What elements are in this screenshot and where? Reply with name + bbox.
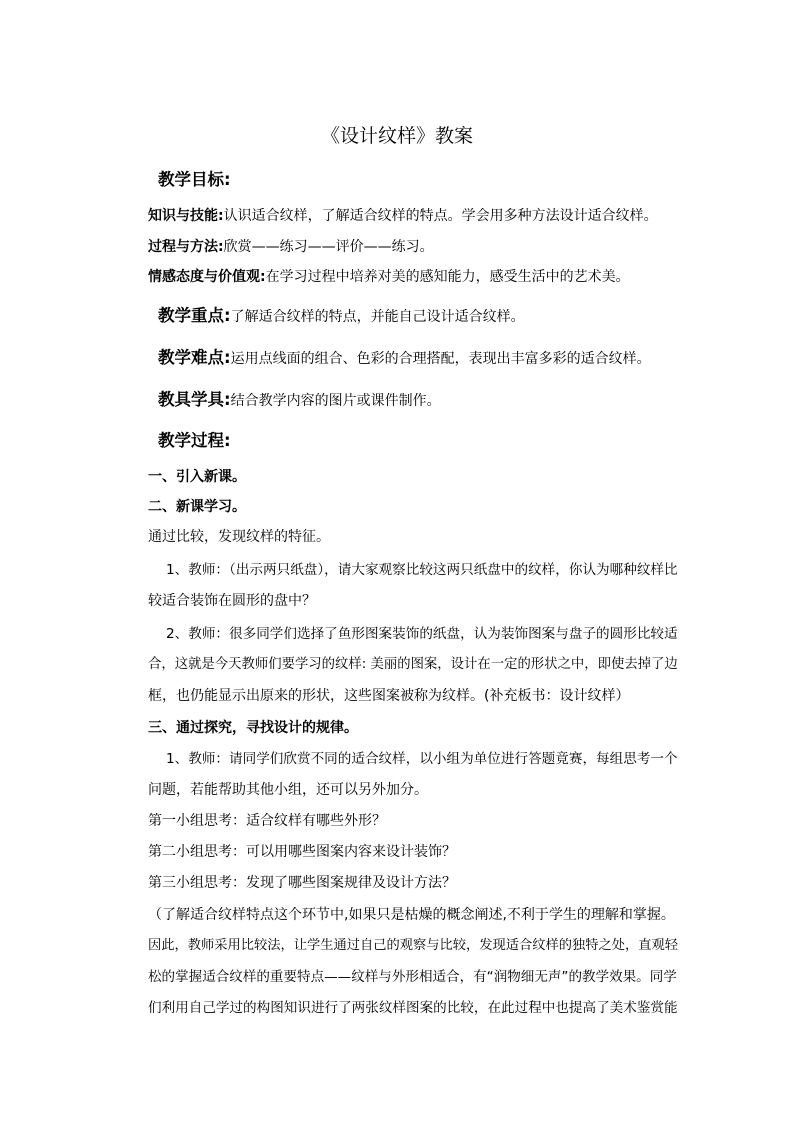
paragraph-2-line-3: 框，也仍能显示出原来的形状，这些图案被称为纹样。(补充板书：设计纹样）	[148, 688, 630, 704]
key-point-line	[158, 306, 525, 326]
paragraph-2-line-2: 合，这就是今天教师们要学习的纹样: 美丽的图案，设计在一定的形状之中，即使去掉了边	[148, 657, 678, 672]
process-method-label: 过程与方法:	[148, 239, 224, 255]
process-method-line	[148, 238, 434, 256]
knowledge-line	[148, 207, 658, 225]
section-1-heading: 一、引入新课。	[148, 469, 246, 485]
key-point-label: 教学重点:	[158, 306, 231, 325]
compare-line: 通过比较，发现纹样的特征。	[148, 529, 330, 545]
paragraph-3-line-1: 1、教师：请同学们欣赏不同的适合纹样，以小组为单位进行答题竟赛，每组思考一个	[166, 751, 678, 767]
difficult-point-text: 运用点线面的组合、色彩的合理搭配，表现出丰富多彩的适合纹样。	[230, 351, 651, 367]
knowledge-text: 认识适合纹样，了解适合纹样的特点。学会用多种方法设计适合纹样。	[223, 208, 658, 224]
goals-heading: 教学目标:	[158, 170, 231, 189]
process-method-text: 欣赏——练习——评价——练习。	[223, 239, 434, 255]
emotion-text: 在学习过程中培养对美的感知能力，感受生活中的艺术美。	[265, 269, 630, 285]
group-3-question: 第三小组思考：发现了哪些图案规律及设计方法？	[148, 875, 456, 891]
paragraph-4-line-1: （了解适合纹样特点这个环节中,如果只是枯燥的概念阐述,不利于学生的理解和掌握。	[148, 907, 675, 923]
paragraph-4-line-4: 们利用自己学过的构图知识进行了两张纹样图案的比较，在此过程中也提高了美术鉴赏能	[148, 1000, 678, 1016]
emotion-line	[148, 268, 630, 286]
section-2-heading: 二、新课学习。	[148, 499, 246, 515]
paragraph-4-line-2: 因此，教师采用比较法，让学生通过自己的观察与比较，发现适合纹样的独特之处，直观轻	[148, 938, 679, 953]
group-2-question: 第二小组思考：可以用哪些图案内容来设计装饰？	[148, 844, 456, 860]
tools-line	[158, 390, 441, 410]
paragraph-1-line-2: 较适合装饰在圆形的盘中？	[148, 593, 316, 609]
key-point-text: 了解适合纹样的特点，并能自己设计适合纹样。	[230, 309, 525, 325]
paragraph-3-line-2: 问题，若能帮助其他小组，还可以另外加分。	[148, 782, 428, 798]
group-1-question: 第一小组思考：适合纹样有哪些外形？	[148, 813, 386, 829]
tools-label: 教具学具:	[158, 390, 231, 409]
knowledge-label: 知识与技能:	[148, 208, 224, 224]
paragraph-2-line-1: 2、教师：很多同学们选择了鱼形图案装饰的纸盘，认为装饰图案与盘子的圆形比较适	[166, 626, 678, 642]
paragraph-1-line-1: 1、教师：（出示两只纸盘），请大家观察比较这两只纸盘中的纹样，你认为哪种纹样比	[166, 562, 678, 578]
section-3-heading: 三、通过探究，寻找设计的规律。	[148, 720, 358, 736]
paragraph-4-line-3: 松的掌握适合纹样的重要特点——纹样与外形相适合，有“润物细无声”的教学效果。同学	[148, 969, 677, 985]
difficult-point-label: 教学难点:	[158, 348, 231, 367]
document-title: 《设计纹样》教案	[320, 125, 473, 147]
emotion-label: 情感态度与价值观:	[148, 269, 266, 285]
process-heading: 教学过程:	[158, 431, 231, 450]
difficult-point-line	[158, 348, 651, 368]
tools-text: 结合教学内容的图片或课件制作。	[230, 393, 441, 409]
